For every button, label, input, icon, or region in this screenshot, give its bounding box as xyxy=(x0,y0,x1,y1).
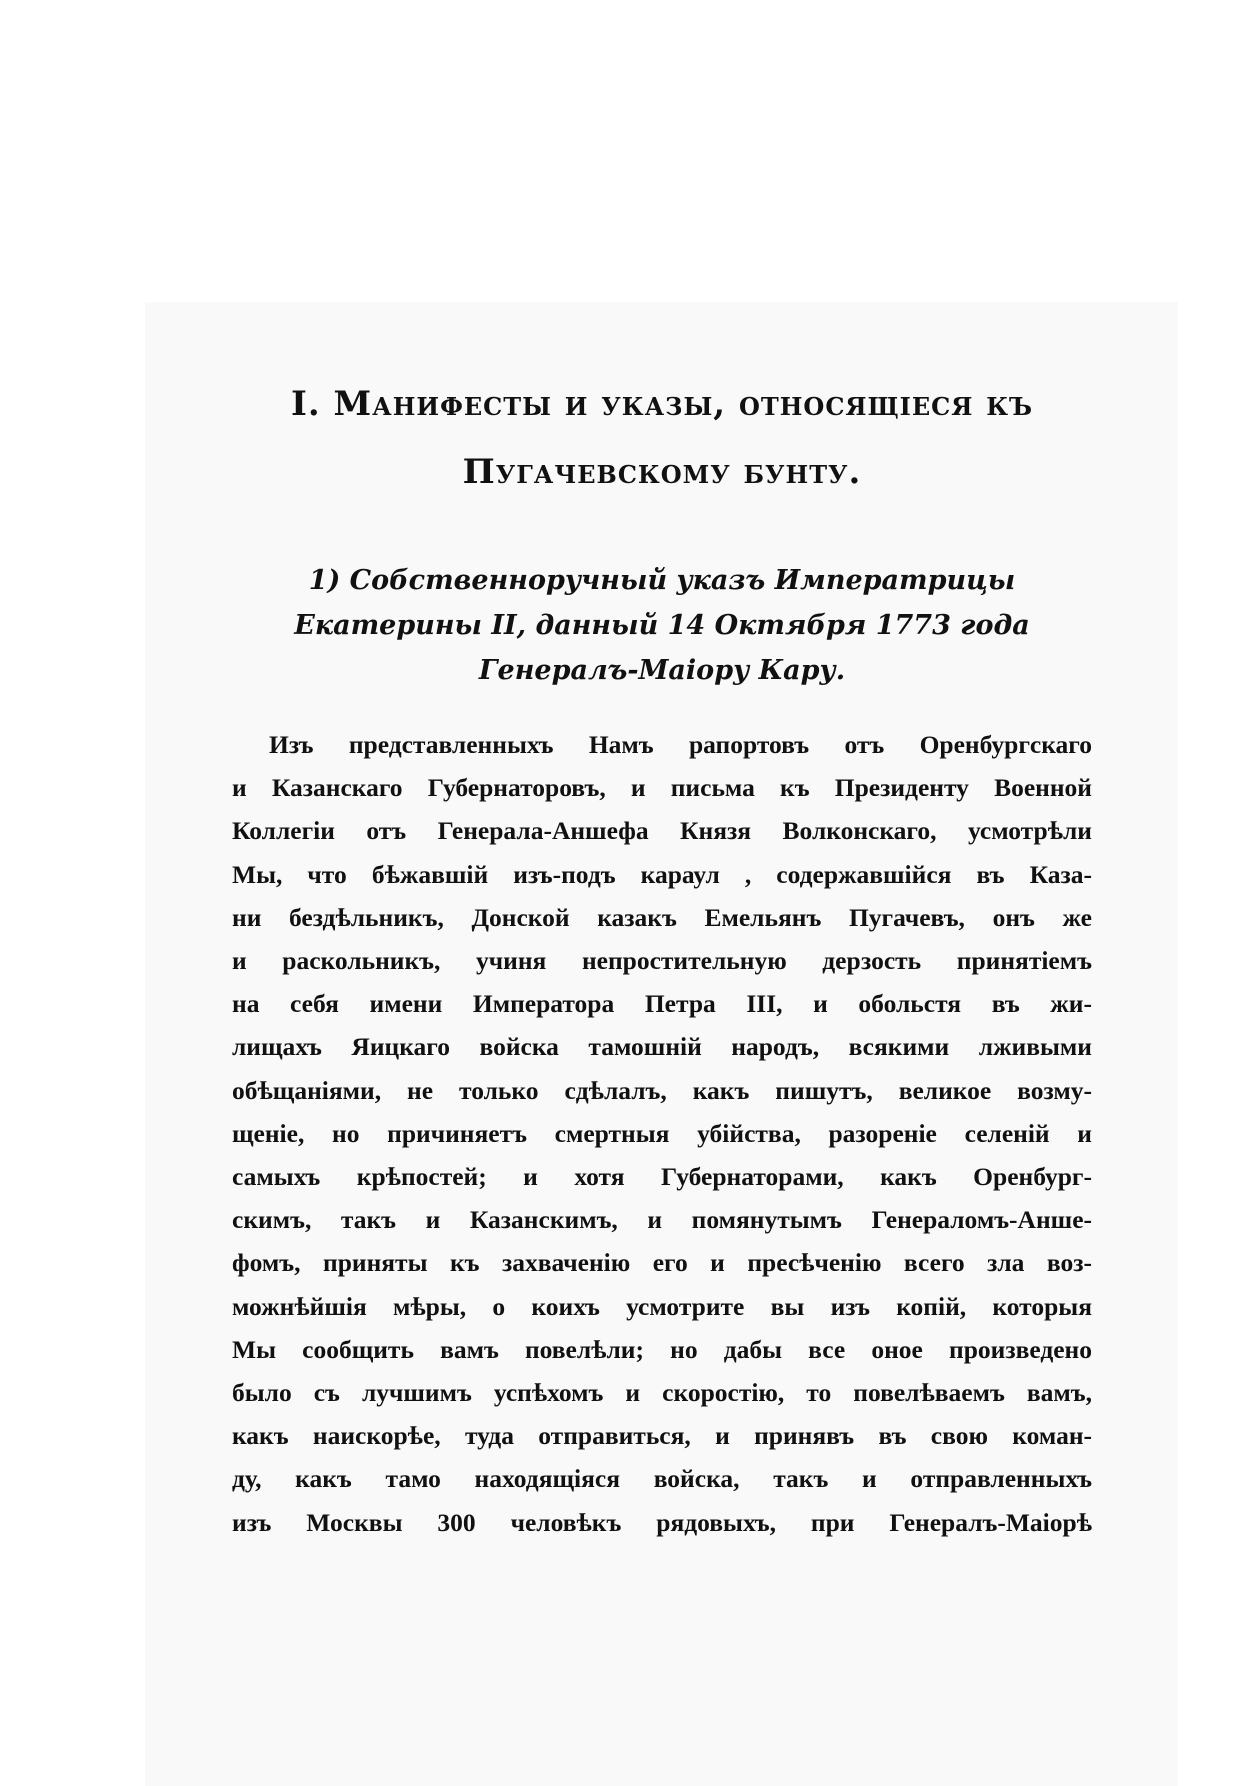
body-line: было съ лучшимъ успѣхомъ и скоростію, то повелѣваемъ вамъ, xyxy=(232,1378,1092,1408)
document-heading-line-1: 1) Собственноручный указъ Императрицы xyxy=(308,565,1016,596)
body-line: обѣщаніями, не только сдѣлалъ, какъ пишутъ, великое возму- xyxy=(232,1075,1092,1105)
body-line: Изъ представленныхъ Намъ рапортовъ отъ Оренбургскаго xyxy=(269,730,1092,759)
body-line: ду, какъ тамо находящіяся войска, такъ и отправленныхъ xyxy=(232,1464,1092,1494)
document-heading xyxy=(232,558,1092,693)
document-heading-line-2: Екатерины II, данный 14 Октября 1773 года xyxy=(294,610,1030,641)
body-line: изъ Москвы 300 человѣкъ рядовыхъ, при Генералъ-Маіорѣ xyxy=(232,1507,1092,1537)
page-content xyxy=(232,370,1092,1544)
document-heading-line-3: Генералъ-Маіору Кару. xyxy=(478,655,846,686)
body-line: Мы сообщить вамъ повелѣли; но дабы все оное произведено xyxy=(232,1334,1092,1364)
body-paragraph xyxy=(232,723,1092,1544)
body-line: фомъ, приняты къ захваченію его и пресѣченію всего зла воз- xyxy=(232,1248,1092,1278)
body-line: самыхъ крѣпостей; и хотя Губернаторами, какъ Оренбург- xyxy=(232,1162,1092,1192)
body-line: Коллегіи отъ Генерала-Аншефа Князя Волконскаго, усмотрѣли xyxy=(232,816,1092,846)
body-line: какъ наискорѣе, туда отправиться, и принявъ въ свою коман- xyxy=(232,1421,1092,1451)
body-line: можнѣйшія мѣры, о коихъ усмотрите вы изъ копій, которыя xyxy=(232,1291,1092,1321)
body-line: ни бездѣльникъ, Донской казакъ Емельянъ Пугачевъ, онъ же xyxy=(232,902,1092,932)
body-line: и раскольникъ, учиня непростительную дерзость принятіемъ xyxy=(232,946,1092,976)
body-line: и Казанскаго Губернаторовъ, и письма къ Президенту Военной xyxy=(232,773,1092,803)
body-line: лищахъ Яицкаго войска тамошній народъ, всякими лживыми xyxy=(232,1032,1092,1062)
section-title xyxy=(232,370,1092,506)
section-title-line-1: I. Манифесты и указы, относящіеся къ xyxy=(290,384,1034,424)
body-line: Мы, что бѣжавшій изъ-подъ караул , содержавшійся въ Каза- xyxy=(232,859,1092,889)
body-line: на себя имени Императора Петра III, и обольстя въ жи- xyxy=(232,989,1092,1019)
body-line: скимъ, такъ и Казанскимъ, и помянутымъ Генераломъ-Анше- xyxy=(232,1205,1092,1235)
section-title-line-2: Пугачевскому бунту. xyxy=(462,452,862,492)
body-line: щеніе, но причиняетъ смертныя убійства, разореніе селеній и xyxy=(232,1118,1092,1148)
